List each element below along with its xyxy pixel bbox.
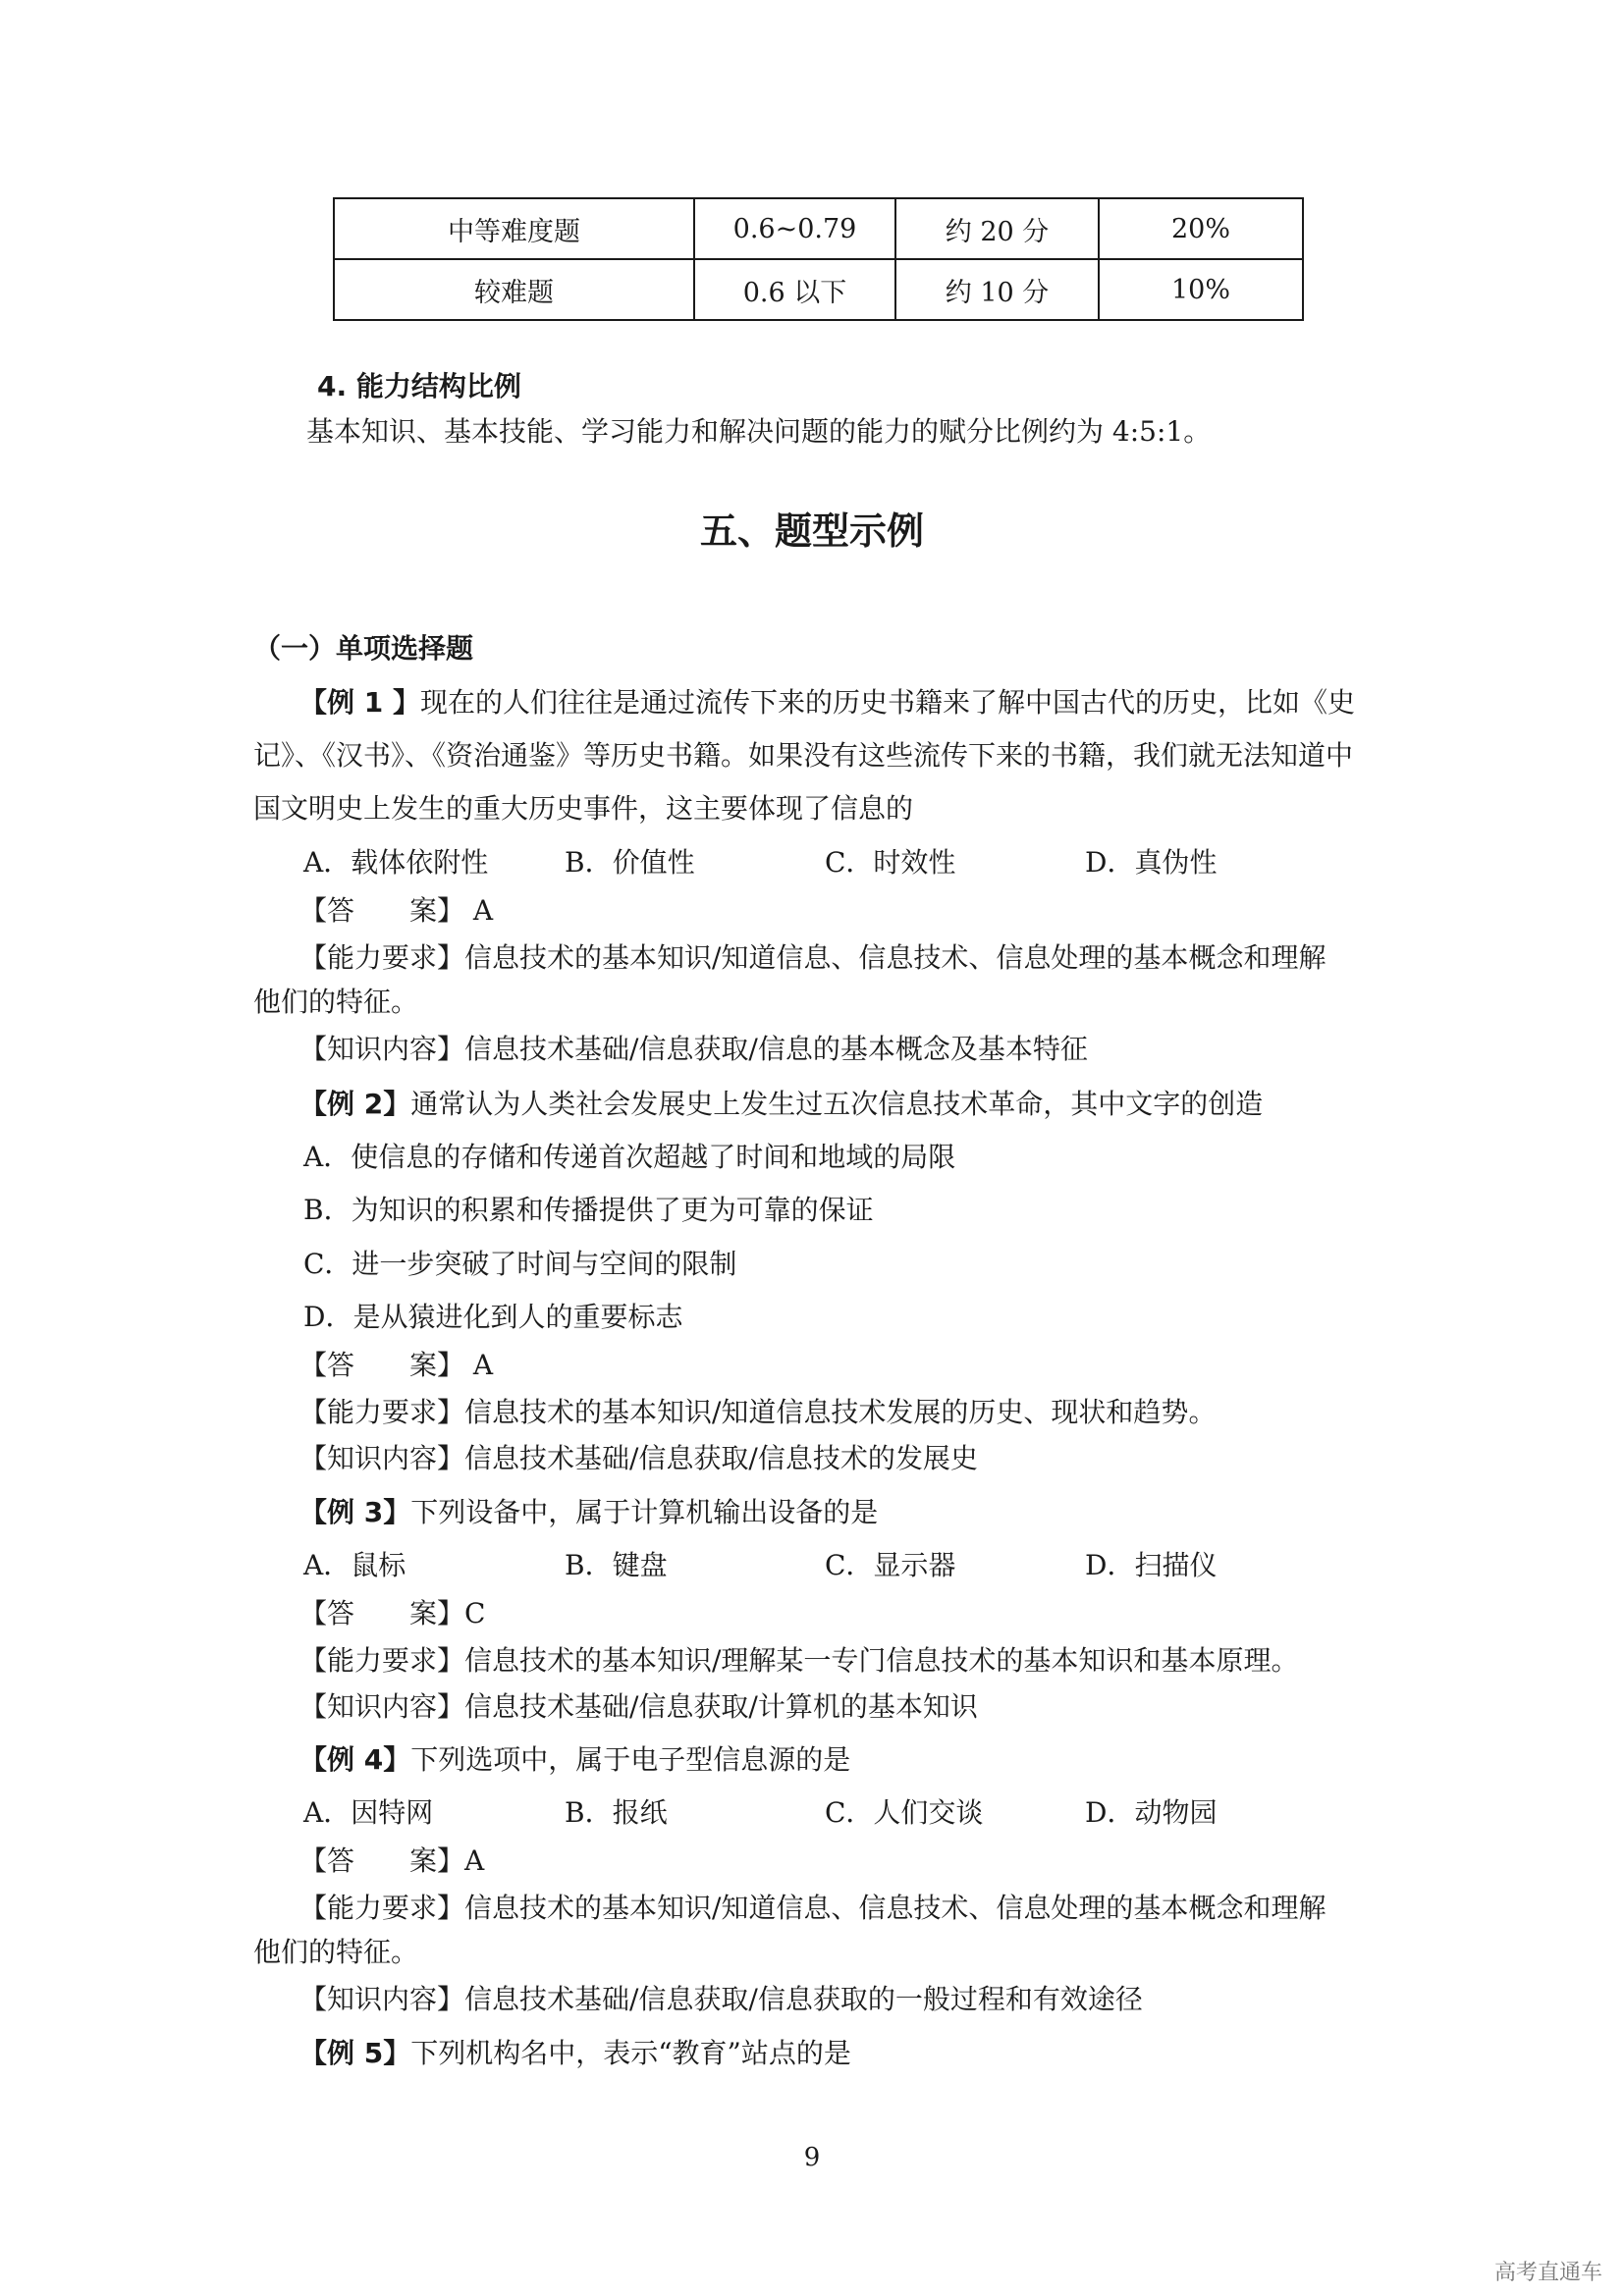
example-3-ability: 【能力要求】信息技术的基本知识/理解某一专门信息技术的基本知识和基本原理。	[299, 1644, 1299, 1677]
watermark: 高考直通车	[1493, 2261, 1602, 2285]
example-text: 下列设备中，属于计算机输出设备的是	[410, 1496, 879, 1528]
example-2-option-b: B．为知识的积累和传播提供了更为可靠的保证	[303, 1194, 874, 1226]
example-1-knowledge: 【知识内容】信息技术基础/信息获取/信息的基本概念及基本特征	[299, 1033, 1088, 1065]
example-3-option-c: C．显示器	[825, 1549, 956, 1581]
ability-heading: 4. 能力结构比例	[317, 370, 521, 402]
example-2-question	[299, 1088, 1263, 1121]
example-1-line-3: 国文明史上发生的重大历史事件，这主要体现了信息的	[253, 792, 914, 825]
example-3-option-d: D．扫描仪	[1085, 1549, 1218, 1581]
example-4-question	[299, 1743, 850, 1777]
example-1-answer: 【答 案】 A	[299, 894, 494, 927]
example-3-question	[299, 1496, 878, 1529]
example-1-line-2: 记》、《汉书》、《资治通鉴》等历史书籍。如果没有这些流传下来的书籍，我们就无法知道中	[253, 739, 1354, 772]
example-3-knowledge: 【知识内容】信息技术基础/信息获取/计算机的基本知识	[299, 1690, 978, 1723]
example-1-option-d: D．真伪性	[1085, 846, 1218, 879]
example-2-knowledge: 【知识内容】信息技术基础/信息获取/信息技术的发展史	[299, 1442, 978, 1474]
example-1-option-b: B．价值性	[565, 846, 695, 879]
example-4-ability-cont: 他们的特征。	[253, 1936, 419, 1968]
table-cell: 约 20 分	[895, 198, 1099, 259]
example-2-answer: 【答 案】 A	[299, 1349, 494, 1381]
example-2-ability: 【能力要求】信息技术的基本知识/知道信息技术发展的历史、现状和趋势。	[299, 1396, 1217, 1428]
example-4-option-a: A．因特网	[303, 1796, 434, 1829]
example-1-line-1	[299, 686, 1355, 720]
example-label: 【例 4】	[299, 1743, 411, 1776]
example-label: 【例 5】	[299, 2037, 411, 2069]
example-label: 【例 3】	[299, 1496, 411, 1528]
table-cell: 较难题	[334, 259, 694, 320]
ability-text: 基本知识、基本技能、学习能力和解决问题的能力的赋分比例约为 4:5:1。	[306, 415, 1212, 448]
example-4-answer: 【答 案】A	[299, 1844, 485, 1877]
example-text: 通常认为人类社会发展史上发生过五次信息技术革命，其中文字的创造	[410, 1088, 1264, 1120]
page-number: 9	[803, 2143, 821, 2172]
example-2-option-d: D．是从猿进化到人的重要标志	[303, 1301, 683, 1333]
table-cell: 10%	[1099, 259, 1303, 320]
table-cell: 中等难度题	[334, 198, 694, 259]
example-4-option-b: B．报纸	[565, 1796, 668, 1829]
example-4-option-c: C．人们交谈	[825, 1796, 984, 1829]
table-cell: 0.6~0.79	[694, 198, 895, 259]
example-1-ability-cont: 他们的特征。	[253, 986, 419, 1018]
example-2-option-a: A．使信息的存储和传递首次超越了时间和地域的局限	[303, 1141, 956, 1173]
example-3-answer: 【答 案】C	[299, 1597, 486, 1629]
example-4-knowledge: 【知识内容】信息技术基础/信息获取/信息获取的一般过程和有效途径	[299, 1983, 1143, 2015]
subsection-heading: （一）单项选择题	[253, 632, 474, 665]
example-1-option-a: A．载体依附性	[303, 846, 489, 879]
example-text: 下列机构名中，表示“教育”站点的是	[410, 2037, 851, 2069]
example-3-option-b: B．键盘	[565, 1549, 668, 1581]
example-1-option-c: C．时效性	[825, 846, 956, 879]
example-text: 现在的人们往往是通过流传下来的历史书籍来了解中国古代的历史，比如《史	[419, 686, 1355, 719]
example-label: 【例 1 】	[299, 686, 420, 719]
example-label: 【例 2】	[299, 1088, 411, 1120]
table-cell: 0.6 以下	[694, 259, 895, 320]
section-title: 五、题型示例	[699, 509, 924, 553]
table-cell: 约 10 分	[895, 259, 1099, 320]
example-text: 下列选项中，属于电子型信息源的是	[410, 1743, 851, 1776]
table-row	[334, 259, 1303, 320]
example-4-ability: 【能力要求】信息技术的基本知识/知道信息、信息技术、信息处理的基本概念和理解	[299, 1892, 1326, 1924]
table-row	[334, 198, 1303, 259]
example-5-question	[299, 2037, 851, 2070]
example-3-option-a: A．鼠标	[303, 1549, 406, 1581]
difficulty-table	[333, 197, 1304, 321]
example-1-ability: 【能力要求】信息技术的基本知识/知道信息、信息技术、信息处理的基本概念和理解	[299, 941, 1326, 974]
table-cell: 20%	[1099, 198, 1303, 259]
example-2-option-c: C．进一步突破了时间与空间的限制	[303, 1248, 737, 1280]
example-4-option-d: D．动物园	[1085, 1796, 1218, 1829]
